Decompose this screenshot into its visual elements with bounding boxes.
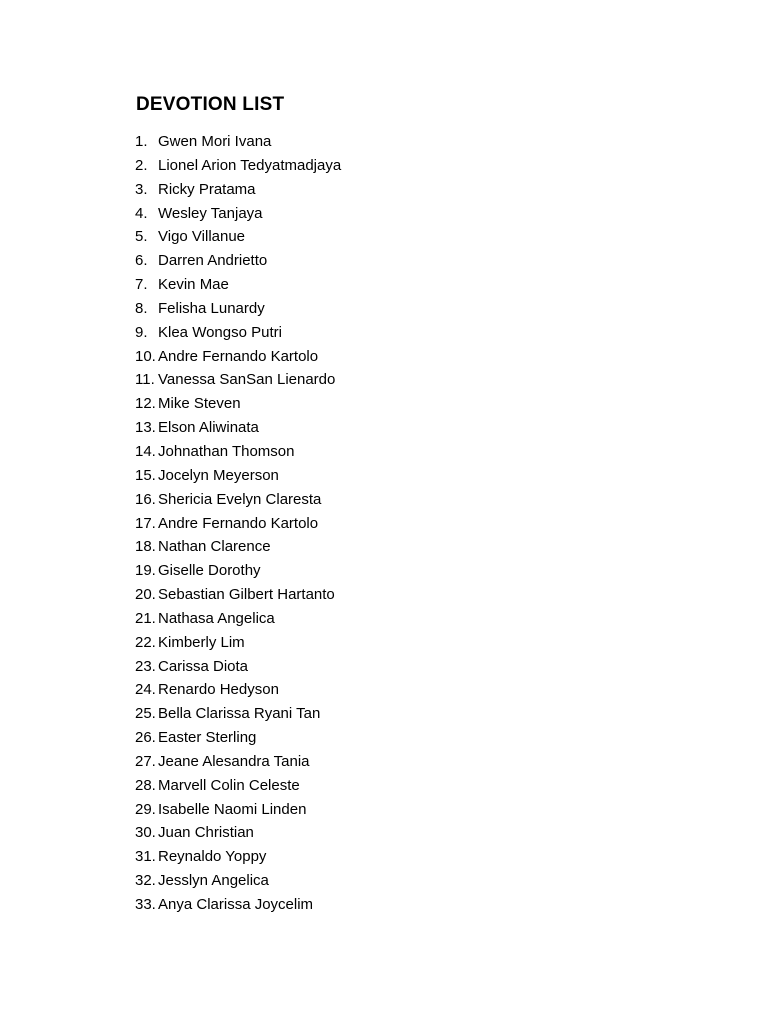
list-item-name: Giselle Dorothy (158, 562, 261, 580)
list-item-name: Wesley Tanjaya (158, 204, 263, 222)
list-item (135, 273, 341, 297)
list-item-number: 14. (135, 442, 156, 460)
list-item-number: 10. (135, 347, 156, 365)
list-item-name: Renardo Hedyson (158, 681, 279, 699)
list-item-name: Kimberly Lim (158, 633, 245, 651)
list-item-number: 30. (135, 824, 156, 842)
list-item-number: 9. (135, 323, 148, 341)
list-item-name: Andre Fernando Kartolo (158, 514, 319, 532)
list-item-name: Kevin Mae (158, 276, 229, 294)
list-item-name: Nathasa Angelica (158, 609, 275, 627)
list-item-number: 25. (135, 705, 156, 723)
list-item-name: Darren Andrietto (158, 252, 268, 270)
list-item-name: Vanessa SanSan Lienardo (158, 371, 336, 389)
list-item-number: 3. (135, 180, 148, 198)
list-item-number: 19. (135, 562, 156, 580)
list-item-name: Jocelyn Meyerson (158, 466, 279, 484)
list-item-number: 13. (135, 419, 156, 437)
list-item-number: 27. (135, 752, 156, 770)
list-item-number: 31. (135, 848, 156, 866)
list-item (135, 583, 341, 607)
list-item-number: 17. (135, 514, 156, 532)
list-item-name: Mike Steven (158, 395, 241, 413)
list-item-name: Elson Aliwinata (158, 419, 259, 437)
list-item-number: 20. (135, 586, 156, 604)
list-item-name: Juan Christian (158, 824, 254, 842)
list-item-name: Nathan Clarence (158, 538, 271, 556)
list-item-name: Jesslyn Angelica (158, 872, 269, 890)
list-item-number: 32. (135, 872, 156, 890)
list-item (135, 512, 341, 536)
list-item-number: 24. (135, 681, 156, 699)
list-item-name: Lionel Arion Tedyatmadjaya (158, 156, 342, 174)
list-item-number: 12. (135, 395, 156, 413)
list-item-number: 28. (135, 776, 156, 794)
list-item-number: 8. (135, 299, 148, 317)
list-item-name: Marvell Colin Celeste (158, 776, 300, 794)
list-item (135, 678, 341, 702)
list-item (135, 249, 341, 273)
list-item (135, 559, 341, 583)
list-item (135, 440, 341, 464)
list-item (135, 488, 341, 512)
list-item-name: Isabelle Naomi Linden (158, 800, 307, 818)
list-item-name: Carissa Diota (158, 657, 249, 675)
list-item-number: 33. (135, 896, 156, 913)
list-item (135, 893, 341, 917)
list-item-number: 15. (135, 466, 156, 484)
list-item (135, 607, 341, 631)
list-item-number: 22. (135, 633, 156, 651)
list-item (135, 655, 341, 679)
list-item (135, 845, 341, 869)
list-item (135, 297, 341, 321)
list-item-name: Johnathan Thomson (158, 442, 295, 460)
list-item (135, 798, 341, 822)
document-title: DEVOTION LIST (136, 94, 285, 115)
list-item-name: Easter Sterling (158, 729, 257, 747)
list-item-name: Felisha Lunardy (158, 299, 265, 317)
list-item-name: Sebastian Gilbert Hartanto (158, 586, 335, 604)
list-item-number: 21. (135, 609, 156, 627)
list-item-number: 5. (135, 228, 148, 246)
list-item (135, 535, 341, 559)
list-item (135, 392, 341, 416)
list-item-number: 4. (135, 204, 148, 222)
list-item-name: Gwen Mori Ivana (158, 133, 272, 150)
list-item-name: Vigo Villanue (158, 228, 246, 246)
list-item (135, 225, 341, 249)
list-item (135, 416, 341, 440)
list-item (135, 702, 341, 726)
list-item-name: Ricky Pratama (158, 180, 256, 198)
list-item (135, 154, 341, 178)
list-item-name: Anya Clarissa Joycelim (158, 896, 314, 913)
list-item-number: 2. (135, 156, 148, 174)
list-item (135, 869, 341, 893)
list-item-number: 1. (135, 133, 148, 150)
list-item (135, 321, 341, 345)
list-item (135, 202, 341, 226)
list-item (135, 345, 341, 369)
list-item-number: 18. (135, 538, 156, 556)
list-item (135, 178, 341, 202)
list-item (135, 750, 341, 774)
list-item-number: 26. (135, 729, 156, 747)
devotion-list (135, 130, 341, 917)
list-item-name: Reynaldo Yoppy (158, 848, 267, 866)
list-item (135, 631, 341, 655)
list-item (135, 464, 341, 488)
list-item-number: 29. (135, 800, 156, 818)
list-item-number: 6. (135, 252, 148, 270)
list-item-name: Klea Wongso Putri (158, 323, 282, 341)
list-item-number: 23. (135, 657, 156, 675)
list-item-name: Shericia Evelyn Claresta (158, 490, 322, 508)
list-item (135, 726, 341, 750)
list-item (135, 774, 341, 798)
list-item-number: 11. (135, 371, 155, 389)
list-item-number: 16. (135, 490, 156, 508)
list-item (135, 821, 341, 845)
list-item (135, 368, 341, 392)
list-item-name: Andre Fernando Kartolo (158, 347, 319, 365)
list-item-name: Jeane Alesandra Tania (158, 752, 310, 770)
list-item-name: Bella Clarissa Ryani Tan (158, 705, 321, 723)
list-item-number: 7. (135, 276, 148, 294)
list-item (135, 130, 341, 154)
